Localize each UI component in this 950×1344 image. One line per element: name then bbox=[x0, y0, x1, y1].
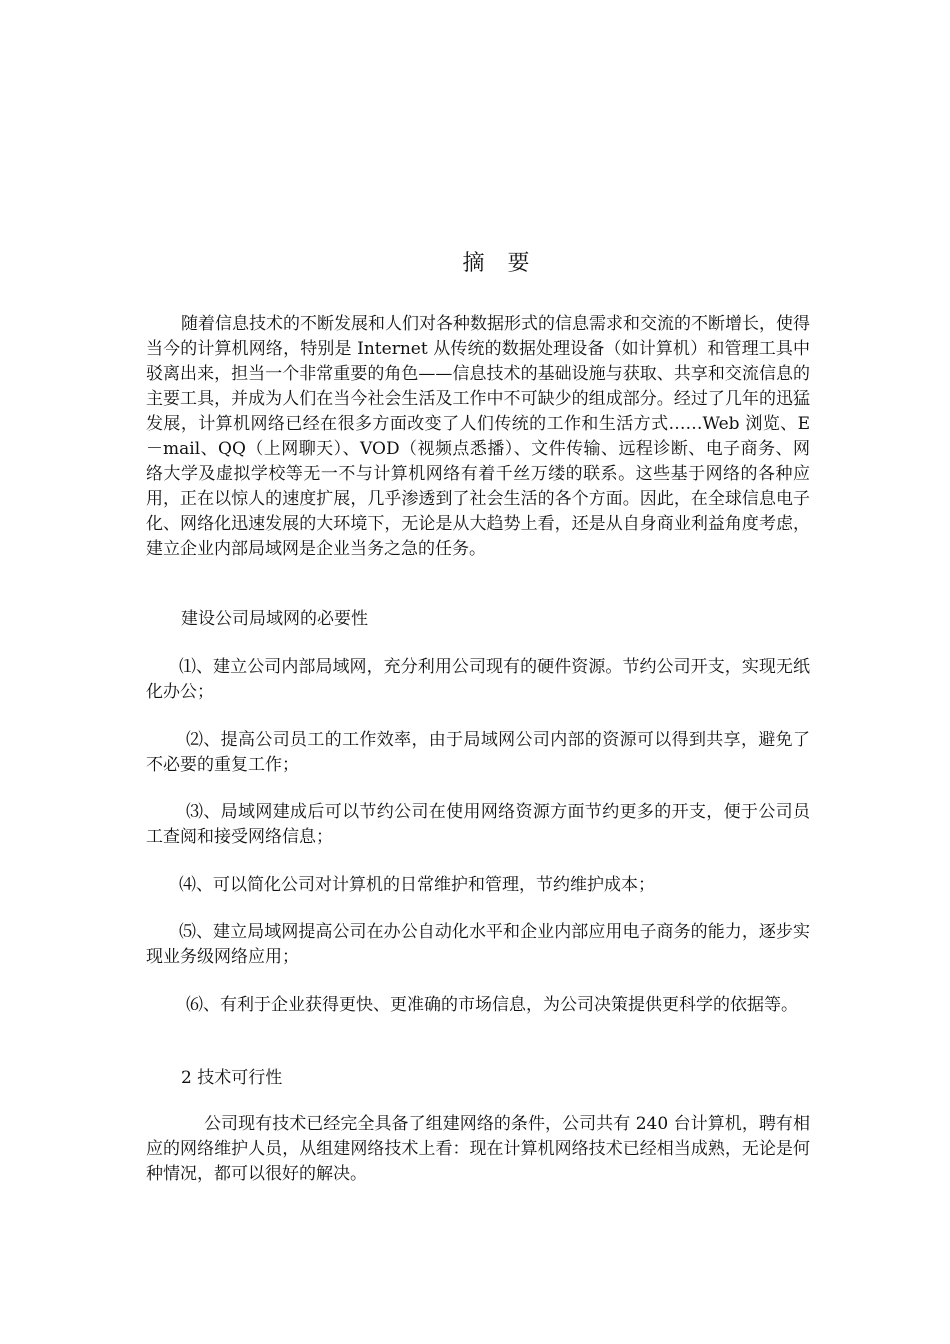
necessity-item-3: ⑶、局域网建成后可以节约公司在使用网络资源方面节约更多的开支，便于公司员工查阅和接受网络信息； bbox=[146, 802, 810, 847]
necessity-item-6: ⑹、有利于企业获得更快、更准确的市场信息，为公司决策提供更科学的依据等。 bbox=[186, 995, 798, 1015]
necessity-heading: 建设公司局域网的必要性 bbox=[181, 609, 368, 629]
necessity-item-1: ⑴、建立公司内部局域网，充分利用公司现有的硬件资源。节约公司开支，实现无纸化办公； bbox=[146, 657, 810, 702]
necessity-item-2: ⑵、提高公司员工的工作效率，由于局域网公司内部的资源可以得到共享，避免了不必要的重复工作； bbox=[146, 730, 810, 775]
technical-feasibility-paragraph: 公司现有技术已经完全具备了组建网络的条件，公司共有 240 台计算机，聘有相应的网络维护人员，从组建网络技术上看：现在计算机网络技术已经相当成熟，无论是何种情况，都可以很好的解决。 bbox=[146, 1114, 810, 1184]
technical-feasibility-heading: 2 技术可行性 bbox=[181, 1068, 283, 1088]
necessity-item-4: ⑷、可以简化公司对计算机的日常维护和管理，节约维护成本； bbox=[179, 875, 655, 895]
document-title: 摘 要 bbox=[462, 251, 538, 276]
necessity-item-5: ⑸、建立局域网提高公司在办公自动化水平和企业内部应用电子商务的能力，逐步实现业务级网络应用； bbox=[146, 922, 810, 967]
intro-paragraph: 随着信息技术的不断发展和人们对各种数据形式的信息需求和交流的不断增长，使得当今的计算机网络，特别是 Internet 从传统的数据处理设备（如计算机）和管理工具中驳离出来，担当一个非常重要的角色——信息技术的基础设施与获取、共享和交流信息的主要工具，并成为人们在当今社会生活及工作中不可缺少的组成部分。经过了几年的迅猛发展，计算机网络已经在很多方面改变了人们传统的工作和生活方式……Web 浏览、E－mail、QQ（上网聊天）、VOD（视频点悉播）、文件传输、远程诊断、电子商务、网络大学及虚拟学校等无一不与计算机网络有着千丝万缕的联系。这些基于网络的各种应用，正在以惊人的速度扩展，几乎渗透到了社会生活的各个方面。因此，在全球信息电子化、网络化迅速发展的大环境下，无论是从大趋势上看，还是从自身商业利益角度考虑，建立企业内部局域网是企业当务之急的任务。 bbox=[146, 314, 810, 559]
